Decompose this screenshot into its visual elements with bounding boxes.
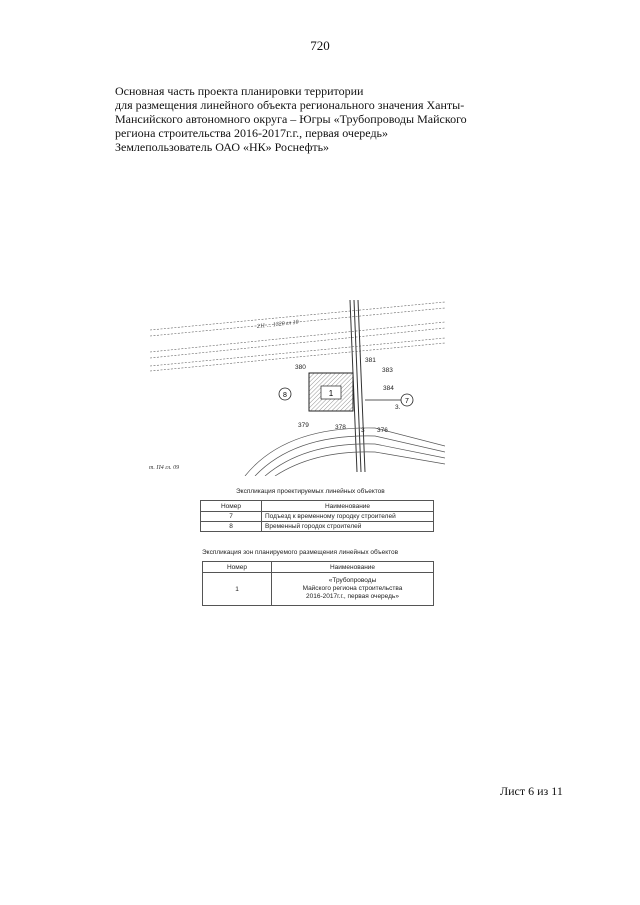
point-label: 3 (361, 427, 365, 434)
corner-label: т. П4 гл. 09 (149, 465, 180, 471)
table-header-row (201, 501, 434, 512)
point-label: 376 (377, 427, 388, 434)
point-label: 381 (365, 357, 376, 364)
row-number: 7 (201, 512, 262, 522)
row-name (272, 573, 434, 606)
point-label: 383 (382, 367, 393, 374)
row-name-line: «Трубопроводы (328, 577, 377, 584)
object-number-7: 7 (405, 398, 409, 405)
road-lines (150, 302, 445, 371)
header-number: Номер (201, 501, 262, 512)
point-label: 378 (335, 424, 346, 431)
header-name: Наименование (272, 562, 434, 573)
table-row (201, 522, 434, 532)
row-name: Временный городок строителей (262, 522, 434, 532)
table1 (200, 500, 434, 532)
sheet-number: Лист 6 из 11 (500, 784, 563, 798)
header-number: Номер (203, 562, 272, 573)
heading-line: Мансийского автономного округа – Югры «Трубопроводы Майского (115, 112, 467, 126)
page-number: 720 (310, 38, 330, 53)
point-label: 3. (395, 404, 401, 411)
table1-title: Экспликация проектируемых линейных объектов (236, 488, 385, 495)
object-number-1: 1 (328, 389, 334, 398)
header-name: Наименование (262, 501, 434, 512)
heading-line: Землепользователь ОАО «НК» Роснефть» (115, 140, 330, 154)
site-plan-map (145, 296, 445, 476)
road-label: 211 ... 1320 гл 10 (256, 319, 299, 330)
curved-lines (245, 428, 445, 476)
point-label: 380 (295, 364, 306, 371)
heading-line: Основная часть проекта планировки территории (115, 84, 364, 98)
table-header-row (203, 562, 434, 573)
point-label: 379 (298, 422, 309, 429)
table-row (201, 512, 434, 522)
table2 (202, 561, 434, 606)
row-name-line: Майского региона строительства (302, 585, 403, 592)
heading-line: региона строительства 2016-2017г.г., первая очередь» (115, 126, 389, 140)
object-number-8: 8 (283, 392, 287, 399)
row-number: 1 (203, 573, 272, 606)
row-name: Подъезд к временному городку строителей (262, 512, 434, 522)
document-heading (115, 84, 535, 154)
table-row (203, 573, 434, 606)
table2-title: Экспликация зон планируемого размещения линейных объектов (202, 549, 399, 556)
point-label: 384 (383, 385, 394, 392)
row-name-line: 2016-2017г.г., первая очередь» (306, 593, 399, 600)
heading-line: для размещения линейного объекта регионального значения Ханты- (115, 98, 465, 112)
row-number: 8 (201, 522, 262, 532)
